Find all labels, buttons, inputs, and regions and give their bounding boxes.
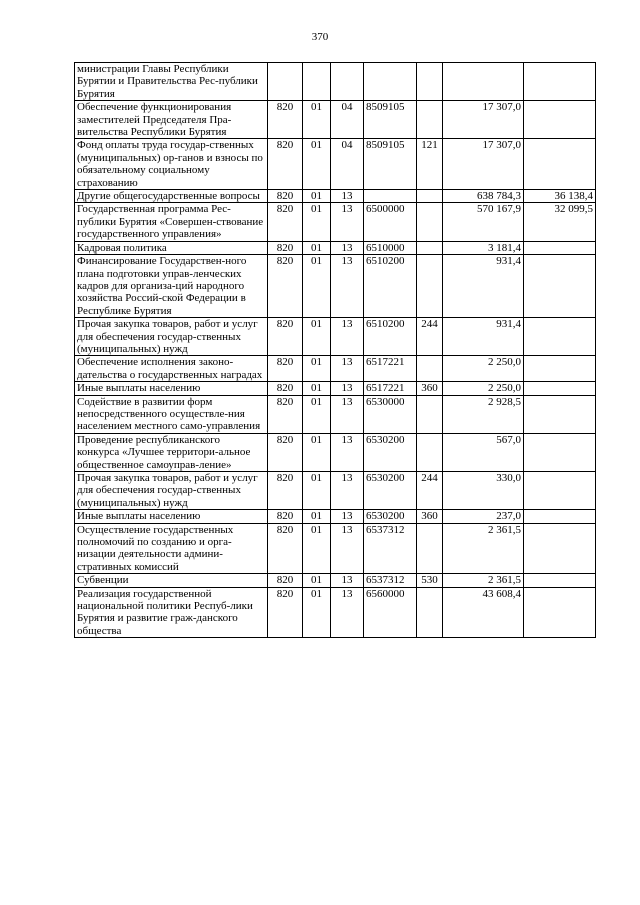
row-section-cell: 01 bbox=[303, 510, 331, 523]
row-expense-type-cell: 530 bbox=[417, 574, 443, 587]
row-name-cell: Обеспечение исполнения законо-дательства о государственных наградах bbox=[75, 356, 268, 382]
row-ministry-code-cell: 820 bbox=[268, 510, 303, 523]
row-section-cell: 01 bbox=[303, 433, 331, 471]
row-name-cell: Прочая закупка товаров, работ и услуг для обеспечения государ-ственных (муниципальных) нужд bbox=[75, 318, 268, 356]
row-expense-type-cell: 360 bbox=[417, 510, 443, 523]
row-section-cell: 01 bbox=[303, 382, 331, 395]
row-amount-extra-cell bbox=[524, 356, 596, 382]
row-expense-type-cell bbox=[417, 63, 443, 101]
row-amount-cell: 237,0 bbox=[443, 510, 524, 523]
row-subsection-cell: 13 bbox=[331, 510, 364, 523]
row-target-article-cell: 6530200 bbox=[364, 433, 417, 471]
row-ministry-code-cell: 820 bbox=[268, 395, 303, 433]
row-amount-cell: 17 307,0 bbox=[443, 101, 524, 139]
row-subsection-cell: 13 bbox=[331, 241, 364, 254]
table-row bbox=[75, 255, 596, 318]
row-name-cell: Финансирование Государствен-ного плана подготовки управ-ленческих кадров для организа-ций народного хозяйства Россий-ской Федерации в Республике Бурятия bbox=[75, 255, 268, 318]
table-row bbox=[75, 101, 596, 139]
row-subsection-cell: 13 bbox=[331, 255, 364, 318]
row-ministry-code-cell: 820 bbox=[268, 523, 303, 574]
row-section-cell: 01 bbox=[303, 472, 331, 510]
row-target-article-cell: 8509105 bbox=[364, 101, 417, 139]
table-row bbox=[75, 587, 596, 638]
table-row bbox=[75, 510, 596, 523]
table-row bbox=[75, 318, 596, 356]
budget-table-body bbox=[75, 63, 596, 638]
row-ministry-code-cell: 820 bbox=[268, 255, 303, 318]
row-amount-cell: 567,0 bbox=[443, 433, 524, 471]
row-section-cell: 01 bbox=[303, 318, 331, 356]
row-section-cell: 01 bbox=[303, 241, 331, 254]
row-amount-cell: 43 608,4 bbox=[443, 587, 524, 638]
table-row bbox=[75, 139, 596, 190]
row-amount-extra-cell: 36 138,4 bbox=[524, 190, 596, 203]
row-ministry-code-cell: 820 bbox=[268, 203, 303, 241]
row-ministry-code-cell: 820 bbox=[268, 382, 303, 395]
row-amount-cell: 931,4 bbox=[443, 255, 524, 318]
table-row bbox=[75, 523, 596, 574]
row-amount-cell: 931,4 bbox=[443, 318, 524, 356]
row-name-cell: Иные выплаты населению bbox=[75, 382, 268, 395]
row-ministry-code-cell: 820 bbox=[268, 587, 303, 638]
row-section-cell bbox=[303, 63, 331, 101]
row-subsection-cell: 13 bbox=[331, 203, 364, 241]
row-ministry-code-cell: 820 bbox=[268, 101, 303, 139]
row-amount-cell: 2 250,0 bbox=[443, 356, 524, 382]
row-ministry-code-cell: 820 bbox=[268, 241, 303, 254]
row-name-cell: Обеспечение функционирования заместителей Председателя Пра-вительства Республики Бурятия bbox=[75, 101, 268, 139]
row-amount-cell: 2 928,5 bbox=[443, 395, 524, 433]
table-row bbox=[75, 241, 596, 254]
row-amount-cell: 2 361,5 bbox=[443, 523, 524, 574]
row-target-article-cell: 6500000 bbox=[364, 203, 417, 241]
row-amount-extra-cell: 32 099,5 bbox=[524, 203, 596, 241]
row-amount-extra-cell bbox=[524, 574, 596, 587]
row-amount-extra-cell bbox=[524, 63, 596, 101]
row-name-cell: Прочая закупка товаров, работ и услуг для обеспечения государ-ственных (муниципальных) нужд bbox=[75, 472, 268, 510]
row-subsection-cell bbox=[331, 63, 364, 101]
row-name-cell: Проведение республиканского конкурса «Лучшее территори-альное общественное самоуправ-ление» bbox=[75, 433, 268, 471]
row-target-article-cell: 6530200 bbox=[364, 510, 417, 523]
row-target-article-cell: 6517221 bbox=[364, 382, 417, 395]
table-row bbox=[75, 63, 596, 101]
row-section-cell: 01 bbox=[303, 574, 331, 587]
row-expense-type-cell bbox=[417, 101, 443, 139]
row-subsection-cell: 13 bbox=[331, 433, 364, 471]
row-ministry-code-cell: 820 bbox=[268, 433, 303, 471]
row-name-cell: Иные выплаты населению bbox=[75, 510, 268, 523]
row-ministry-code-cell bbox=[268, 63, 303, 101]
row-target-article-cell bbox=[364, 63, 417, 101]
row-amount-extra-cell bbox=[524, 382, 596, 395]
row-expense-type-cell bbox=[417, 190, 443, 203]
row-ministry-code-cell: 820 bbox=[268, 472, 303, 510]
row-subsection-cell: 13 bbox=[331, 587, 364, 638]
row-target-article-cell: 6517221 bbox=[364, 356, 417, 382]
row-expense-type-cell bbox=[417, 433, 443, 471]
table-row bbox=[75, 433, 596, 471]
row-target-article-cell bbox=[364, 190, 417, 203]
row-amount-cell: 2 361,5 bbox=[443, 574, 524, 587]
row-expense-type-cell bbox=[417, 587, 443, 638]
row-expense-type-cell: 244 bbox=[417, 472, 443, 510]
table-row bbox=[75, 190, 596, 203]
row-target-article-cell: 6560000 bbox=[364, 587, 417, 638]
row-section-cell: 01 bbox=[303, 101, 331, 139]
row-target-article-cell: 6510000 bbox=[364, 241, 417, 254]
row-amount-cell: 570 167,9 bbox=[443, 203, 524, 241]
row-amount-extra-cell bbox=[524, 241, 596, 254]
row-subsection-cell: 13 bbox=[331, 382, 364, 395]
row-target-article-cell: 6510200 bbox=[364, 318, 417, 356]
row-section-cell: 01 bbox=[303, 255, 331, 318]
row-target-article-cell: 6537312 bbox=[364, 574, 417, 587]
row-amount-extra-cell bbox=[524, 472, 596, 510]
row-subsection-cell: 13 bbox=[331, 472, 364, 510]
budget-table bbox=[74, 62, 596, 638]
row-subsection-cell: 13 bbox=[331, 523, 364, 574]
row-name-cell: Кадровая политика bbox=[75, 241, 268, 254]
row-subsection-cell: 13 bbox=[331, 318, 364, 356]
row-section-cell: 01 bbox=[303, 190, 331, 203]
row-amount-extra-cell bbox=[524, 510, 596, 523]
page-number: 370 bbox=[311, 31, 329, 43]
row-expense-type-cell: 244 bbox=[417, 318, 443, 356]
row-amount-cell: 3 181,4 bbox=[443, 241, 524, 254]
row-ministry-code-cell: 820 bbox=[268, 318, 303, 356]
row-amount-extra-cell bbox=[524, 433, 596, 471]
row-section-cell: 01 bbox=[303, 587, 331, 638]
row-amount-cell: 330,0 bbox=[443, 472, 524, 510]
row-expense-type-cell bbox=[417, 241, 443, 254]
row-section-cell: 01 bbox=[303, 395, 331, 433]
row-expense-type-cell bbox=[417, 523, 443, 574]
row-expense-type-cell bbox=[417, 395, 443, 433]
table-row bbox=[75, 203, 596, 241]
row-ministry-code-cell: 820 bbox=[268, 190, 303, 203]
row-name-cell: Содействие в развитии форм непосредственного осуществле-ния населением местного само-управления bbox=[75, 395, 268, 433]
row-amount-cell: 638 784,3 bbox=[443, 190, 524, 203]
row-subsection-cell: 13 bbox=[331, 190, 364, 203]
row-expense-type-cell: 360 bbox=[417, 382, 443, 395]
row-section-cell: 01 bbox=[303, 139, 331, 190]
table-row bbox=[75, 382, 596, 395]
table-row bbox=[75, 472, 596, 510]
row-amount-cell bbox=[443, 63, 524, 101]
row-section-cell: 01 bbox=[303, 523, 331, 574]
row-target-article-cell: 6530200 bbox=[364, 472, 417, 510]
row-ministry-code-cell: 820 bbox=[268, 356, 303, 382]
row-amount-extra-cell bbox=[524, 318, 596, 356]
row-target-article-cell: 6510200 bbox=[364, 255, 417, 318]
row-expense-type-cell bbox=[417, 203, 443, 241]
row-expense-type-cell: 121 bbox=[417, 139, 443, 190]
row-section-cell: 01 bbox=[303, 203, 331, 241]
row-name-cell: Другие общегосударственные вопросы bbox=[75, 190, 268, 203]
table-row bbox=[75, 356, 596, 382]
row-subsection-cell: 13 bbox=[331, 356, 364, 382]
row-ministry-code-cell: 820 bbox=[268, 574, 303, 587]
row-expense-type-cell bbox=[417, 255, 443, 318]
row-subsection-cell: 13 bbox=[331, 395, 364, 433]
row-name-cell: министрации Главы Республики Бурятии и Правительства Рес-публики Бурятия bbox=[75, 63, 268, 101]
table-row bbox=[75, 395, 596, 433]
row-amount-extra-cell bbox=[524, 523, 596, 574]
row-subsection-cell: 04 bbox=[331, 101, 364, 139]
row-name-cell: Реализация государственной национальной политики Респуб-лики Бурятия и развитие граж-данского общества bbox=[75, 587, 268, 638]
row-name-cell: Осуществление государственных полномочий по созданию и орга-низации деятельности админи-стративных комиссий bbox=[75, 523, 268, 574]
row-ministry-code-cell: 820 bbox=[268, 139, 303, 190]
row-amount-cell: 17 307,0 bbox=[443, 139, 524, 190]
row-expense-type-cell bbox=[417, 356, 443, 382]
row-name-cell: Фонд оплаты труда государ-ственных (муниципальных) ор-ганов и взносы по обязательному социальному страхованию bbox=[75, 139, 268, 190]
row-subsection-cell: 04 bbox=[331, 139, 364, 190]
row-amount-cell: 2 250,0 bbox=[443, 382, 524, 395]
row-target-article-cell: 6530000 bbox=[364, 395, 417, 433]
row-amount-extra-cell bbox=[524, 139, 596, 190]
row-subsection-cell: 13 bbox=[331, 574, 364, 587]
row-amount-extra-cell bbox=[524, 255, 596, 318]
row-amount-extra-cell bbox=[524, 587, 596, 638]
row-section-cell: 01 bbox=[303, 356, 331, 382]
row-amount-extra-cell bbox=[524, 101, 596, 139]
table-row bbox=[75, 574, 596, 587]
row-target-article-cell: 6537312 bbox=[364, 523, 417, 574]
row-amount-extra-cell bbox=[524, 395, 596, 433]
row-target-article-cell: 8509105 bbox=[364, 139, 417, 190]
row-name-cell: Государственная программа Рес-публики Бурятия «Совершен-ствование государственного управления» bbox=[75, 203, 268, 241]
row-name-cell: Субвенции bbox=[75, 574, 268, 587]
